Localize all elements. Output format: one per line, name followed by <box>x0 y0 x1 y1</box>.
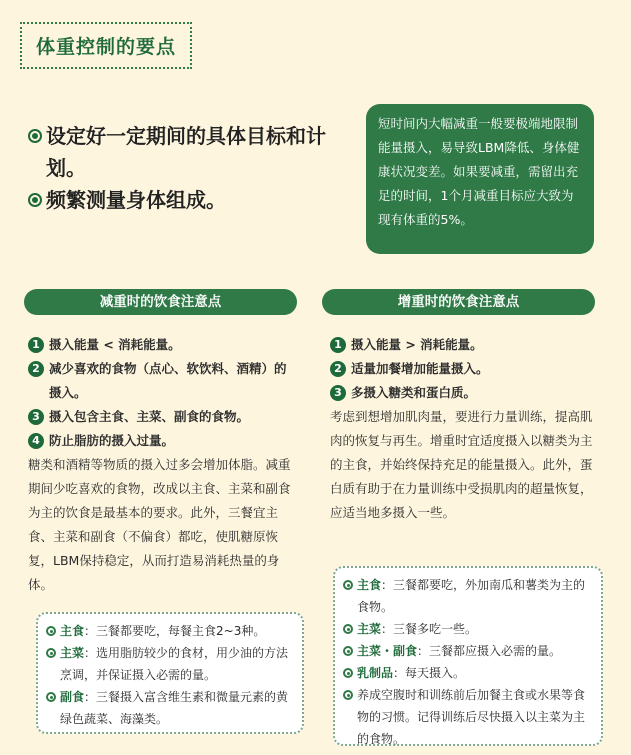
number-badge-icon: 4 <box>28 433 44 449</box>
lose-tips-box <box>36 612 304 734</box>
tip-item <box>343 684 593 750</box>
gain-tips-box <box>333 566 603 746</box>
bullet-icon <box>343 690 353 700</box>
tip-item <box>343 640 593 662</box>
tip-label: 主菜 <box>357 622 382 636</box>
tip-text: 养成空腹时和训练前后加餐主食或水果等食物的习惯。记得训练后尽快摄入以主菜为主的食物。 <box>357 688 586 746</box>
point-text: 多摄入糖类和蛋白质。 <box>351 385 477 400</box>
gain-column <box>330 333 600 525</box>
page-title: 体重控制的要点 <box>20 22 192 69</box>
point-text: 适量加餐增加能量摄入。 <box>351 361 489 376</box>
point-text: 摄入包含主食、主菜、副食的食物。 <box>49 409 250 424</box>
lose-paragraph: 糖类和酒精等物质的摄入过多会增加体脂。减重期间少吃喜欢的食物，改成以主食、主菜和副食为主的饮食是最基本的要求。此外，三餐宜主食、主菜和副食（不偏食）都吃，使肌糖原恢复，LBM保持稳定，从而打造易消耗热量的身体。 <box>28 457 291 592</box>
gain-heading: 增重时的饮食注意点 <box>322 289 595 315</box>
tip-label: 主菜 <box>60 646 85 660</box>
bullet-icon <box>343 646 353 656</box>
tip-label: 主食 <box>357 578 382 592</box>
lose-column <box>28 333 298 597</box>
tip-label: 主食 <box>60 624 85 638</box>
gain-point <box>330 381 600 405</box>
bullet-icon <box>343 668 353 678</box>
lose-heading: 减重时的饮食注意点 <box>24 289 297 315</box>
lose-point <box>28 333 298 357</box>
lose-point <box>28 429 298 453</box>
gain-point <box>330 357 600 381</box>
tip-item <box>46 686 294 730</box>
goal-item <box>28 120 348 184</box>
number-badge-icon: 1 <box>28 337 44 353</box>
tip-item <box>343 662 593 684</box>
tip-label: 乳制品 <box>357 666 394 680</box>
target-bullet-icon <box>28 129 42 143</box>
tip-text: ：三餐摄入富含维生素和微量元素的黄绿色蔬菜、海藻类。 <box>60 690 289 726</box>
tip-item <box>343 574 593 618</box>
goals-list <box>28 120 348 216</box>
tip-text: ：三餐多吃一些。 <box>381 622 478 636</box>
goal-item <box>28 184 348 216</box>
tip-item <box>46 642 294 686</box>
tip-item <box>343 618 593 640</box>
number-badge-icon: 3 <box>330 385 346 401</box>
goal-text: 设定好一定期间的具体目标和计划。 <box>46 124 326 180</box>
note-box: 短时间内大幅减重一般要极端地限制能量摄入，易导致LBM降低、身体健康状况变差。如果要减重，需留出充足的时间，1个月减重目标应大致为现有体重的5%。 <box>366 104 594 254</box>
number-badge-icon: 1 <box>330 337 346 353</box>
tip-text: ：选用脂肪较少的食材，用少油的方法烹调，并保证摄入必需的量。 <box>60 646 289 682</box>
point-text: 防止脂肪的摄入过量。 <box>49 433 175 448</box>
number-badge-icon: 2 <box>330 361 346 377</box>
bullet-icon <box>46 648 56 658</box>
tip-text: ：三餐都要吃，外加南瓜和薯类为主的食物。 <box>357 578 586 614</box>
bullet-icon <box>46 692 56 702</box>
number-badge-icon: 3 <box>28 409 44 425</box>
gain-paragraph: 考虑到想增加肌肉量，要进行力量训练，提高肌肉的恢复与再生。增重时宜适度摄入以糖类为主的主食，并始终保持充足的能量摄入。此外，蛋白质有助于在力量训练中受损肌肉的超量恢复，应适当地多摄入一些。 <box>330 409 593 520</box>
tip-label: 副食 <box>60 690 85 704</box>
bullet-icon <box>46 626 56 636</box>
tip-label: 主菜・副食 <box>357 644 418 658</box>
gain-point <box>330 333 600 357</box>
tip-text: ：三餐都要吃，每餐主食2~3种。 <box>84 624 266 638</box>
lose-point <box>28 357 298 405</box>
number-badge-icon: 2 <box>28 361 44 377</box>
point-text: 摄入能量 < 消耗能量。 <box>49 337 181 352</box>
tip-text: ：三餐都应摄入必需的量。 <box>417 644 562 658</box>
lose-point <box>28 405 298 429</box>
tip-text: ：每天摄入。 <box>393 666 466 680</box>
bullet-icon <box>343 624 353 634</box>
point-text: 摄入能量 > 消耗能量。 <box>351 337 483 352</box>
point-text: 减少喜欢的食物（点心、软饮料、酒精）的摄入。 <box>49 361 287 400</box>
target-bullet-icon <box>28 193 42 207</box>
goal-text: 频繁测量身体组成。 <box>46 188 226 212</box>
bullet-icon <box>343 580 353 590</box>
tip-item <box>46 620 294 642</box>
